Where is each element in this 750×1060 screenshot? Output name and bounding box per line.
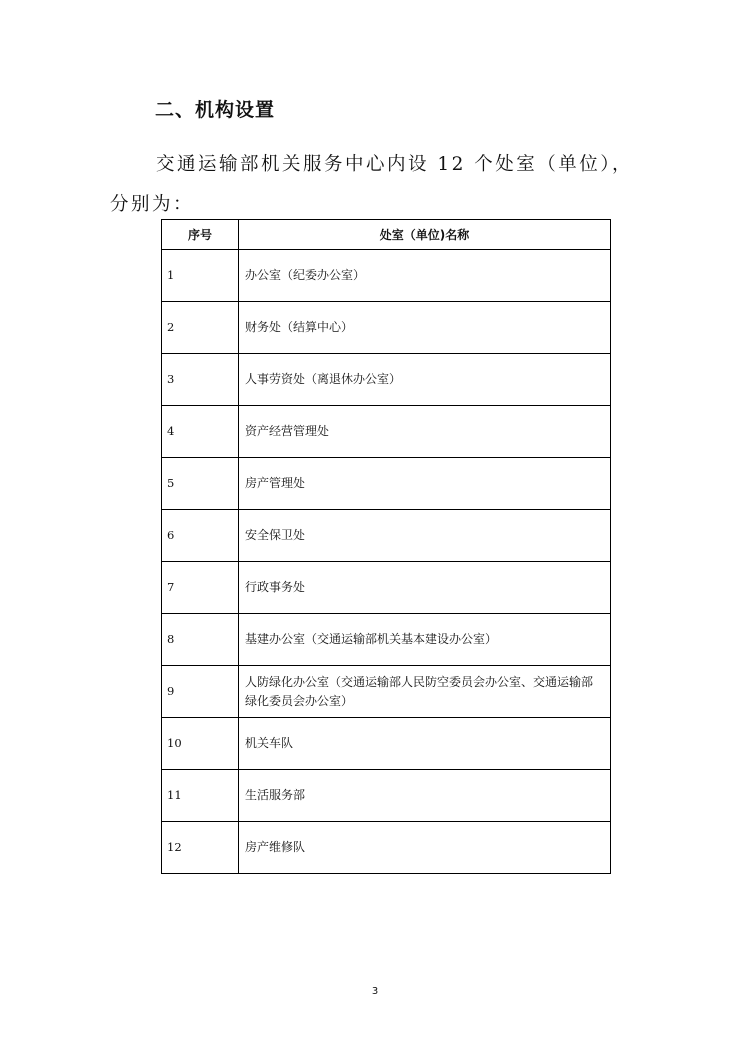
intro-paragraph: 交通运输部机关服务中心内设 12 个处室（单位），分别为： [110, 154, 634, 215]
row-number: 7 [162, 562, 239, 614]
table-row [162, 614, 611, 666]
column-header-number: 序号 [162, 220, 239, 250]
department-name: 安全保卫处 [239, 510, 611, 562]
row-number: 5 [162, 458, 239, 510]
department-name: 财务处（结算中心） [239, 302, 611, 354]
page-number: 3 [371, 986, 379, 997]
table-row [162, 458, 611, 510]
department-name: 行政事务处 [239, 562, 611, 614]
row-number: 12 [162, 822, 239, 874]
department-name: 人防绿化办公室（交通运输部人民防空委员会办公室、交通运输部绿化委员会办公室） [239, 666, 611, 718]
table-header-row [162, 220, 611, 250]
table-row [162, 822, 611, 874]
table-row [162, 510, 611, 562]
row-number: 2 [162, 302, 239, 354]
department-name: 房产维修队 [239, 822, 611, 874]
column-header-name: 处室（单位)名称 [239, 220, 611, 250]
table-row [162, 718, 611, 770]
table-row [162, 770, 611, 822]
department-name: 资产经营管理处 [239, 406, 611, 458]
table-row [162, 562, 611, 614]
row-number: 11 [162, 770, 239, 822]
row-number: 9 [162, 666, 239, 718]
row-number: 6 [162, 510, 239, 562]
table-row [162, 250, 611, 302]
table-row [162, 302, 611, 354]
row-number: 10 [162, 718, 239, 770]
table-row [162, 354, 611, 406]
department-name: 房产管理处 [239, 458, 611, 510]
row-number: 1 [162, 250, 239, 302]
section-heading: 二、机构设置 [155, 99, 276, 121]
row-number: 3 [162, 354, 239, 406]
department-name: 机关车队 [239, 718, 611, 770]
row-number: 8 [162, 614, 239, 666]
department-table [161, 219, 611, 874]
department-name: 人事劳资处（离退休办公室） [239, 354, 611, 406]
department-name: 基建办公室（交通运输部机关基本建设办公室） [239, 614, 611, 666]
table-row [162, 666, 611, 718]
department-name: 办公室（纪委办公室） [239, 250, 611, 302]
table-row [162, 406, 611, 458]
department-name: 生活服务部 [239, 770, 611, 822]
row-number: 4 [162, 406, 239, 458]
